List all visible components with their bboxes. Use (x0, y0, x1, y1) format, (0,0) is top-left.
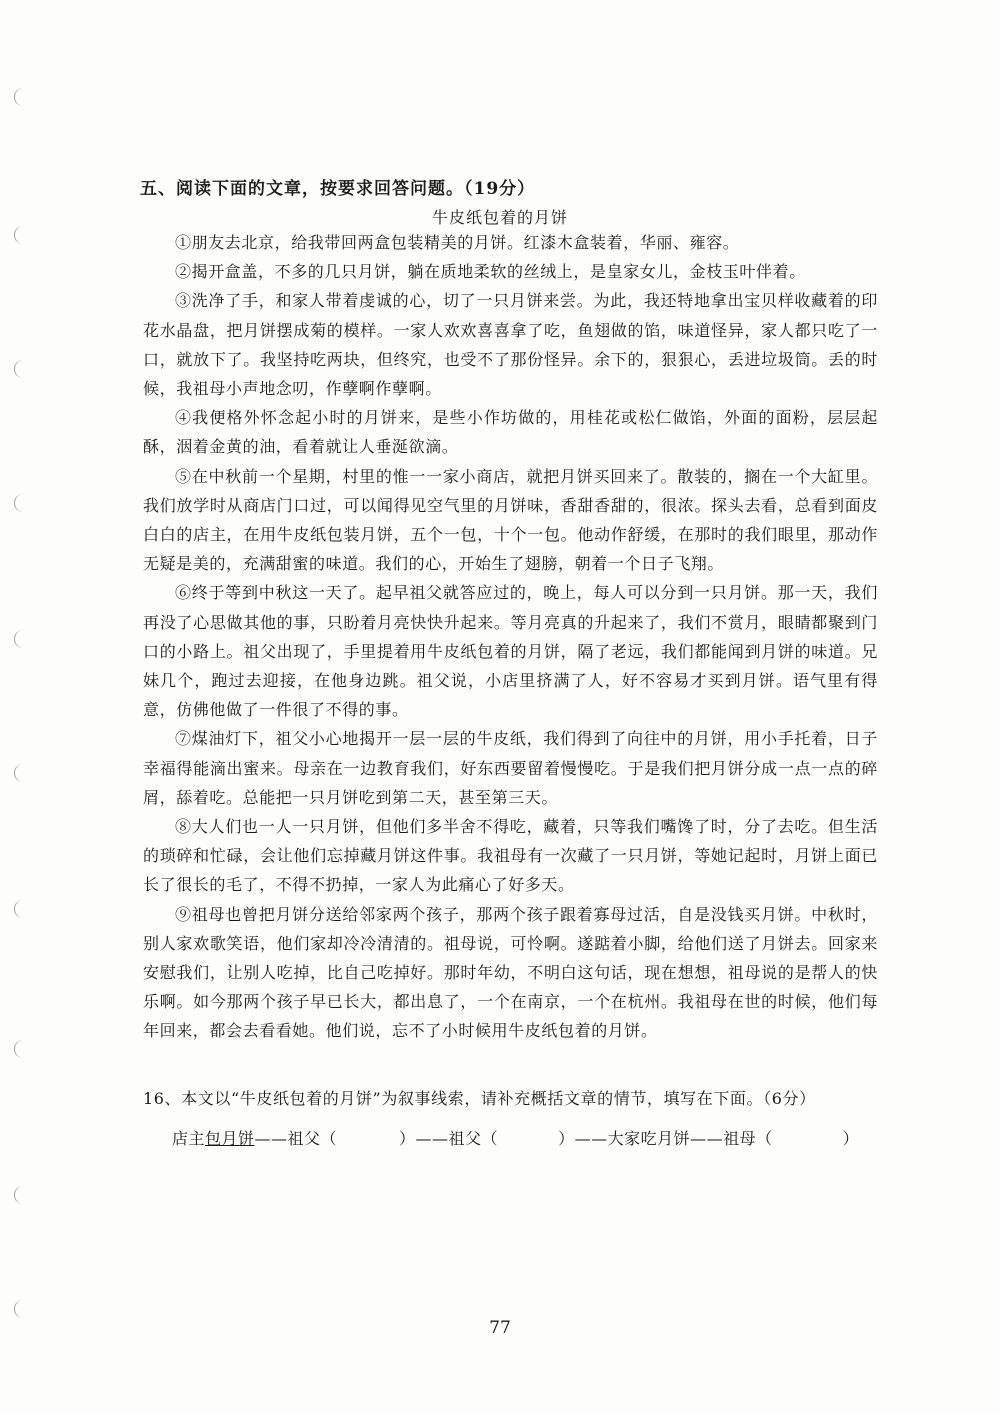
binding-mark (14, 226, 25, 244)
question-16-answer-line (172, 1126, 892, 1152)
binding-mark (14, 630, 25, 648)
binding-mark (14, 1186, 25, 1204)
article-paragraph: ⑤在中秋前一个星期，村里的惟一一家小商店，就把月饼买回来了。散装的，搁在一个大缸里。我们放学时从商店门口过，可以闻得见空气里的月饼味，香甜香甜的，很浓。探头去看，总看到面皮白白的店主，在用牛皮纸包装月饼，五个一包，十个一包。他动作舒缓，在那时的我们眼里，那动作无疑是美的，充满甜蜜的味道。我们的心，开始生了翅膀，朝着一个日子飞翔。 (143, 466, 878, 574)
article-body (143, 228, 878, 1046)
answer-text: ）——大家吃月饼——祖母（ (558, 1129, 773, 1148)
answer-text: ）——祖父（ (399, 1129, 499, 1148)
article-paragraph: ⑧大人们也一人一只月饼，但他们多半舍不得吃，藏着，只等我们嘴馋了时，分了去吃。但生活的琐碎和忙碌，会让他们忘掉藏月饼这件事。我祖母有一次藏了一只月饼，等她记起时，月饼上面已长了很长的毛了，不得不扔掉，一家人为此痛心了好多天。 (143, 817, 878, 895)
answer-text: ——祖父（ (254, 1129, 338, 1148)
answer-underlined-text: 包月饼 (205, 1129, 255, 1148)
article-paragraph: ②揭开盒盖，不多的几只月饼，躺在质地柔软的丝绒上，是皇家女儿，金枝玉叶伴着。 (175, 262, 806, 282)
binding-mark (14, 900, 25, 918)
section-heading: 五、阅读下面的文章，按要求回答问题。（19分） (140, 179, 536, 199)
binding-mark (14, 764, 25, 782)
binding-mark (14, 1300, 25, 1318)
binding-mark (14, 1040, 25, 1058)
article-paragraph: ④我便格外怀念起小时的月饼来，是些小作坊做的，用桂花或松仁做馅，外面的面粉，层层起酥，洇着金黄的油，看着就让人垂涎欲滴。 (143, 408, 878, 457)
article-paragraph: ⑥终于等到中秋这一天了。起早祖父就答应过的，晚上，每人可以分到一只月饼。那一天，我们再没了心思做其他的事，只盼着月亮快快升起来。等月亮真的升起来了，我们不赏月，眼睛都聚到门口的小路上。祖父出现了，手里提着用牛皮纸包着的月饼，隔了老远，我们都能闻到月饼的味道。兄妹几个，跑过去迎接，在他身边跳。祖父说，小店里挤满了人，好不容易才买到月饼。语气里有得意，仿佛他做了一件很了不得的事。 (143, 583, 878, 720)
article-paragraph: ③洗净了手，和家人带着虔诚的心，切了一只月饼来尝。为此，我还特地拿出宝贝样收藏着的印花水晶盘，把月饼摆成菊的模样。一家人欢欢喜喜拿了吃，鱼翅做的馅，味道怪异，家人都只吃了一口，就放下了。我坚持吃两块，但终究，也受不了那份怪异。余下的，狠狠心，丢进垃圾筒。丢的时候，我祖母小声地念叨，作孽啊作孽啊。 (143, 291, 878, 399)
article-title: 牛皮纸包着的月饼 (431, 208, 568, 227)
binding-mark (14, 88, 25, 106)
binding-mark (14, 494, 25, 512)
article-paragraph: ①朋友去北京，给我带回两盒包装精美的月饼。红漆木盒装着，华丽、雍容。 (175, 233, 740, 252)
answer-text: 店主 (172, 1129, 206, 1148)
answer-text: ） (842, 1129, 860, 1148)
article-paragraph: ⑦煤油灯下，祖父小心地揭开一层一层的牛皮纸，我们得到了向往中的月饼，用小手托着，日子幸福得能滴出蜜来。母亲在一边教育我们，好东西要留着慢慢吃。于是我们把月饼分成一点一点的碎屑，舔着吃。总能把一只月饼吃到第二天，甚至第三天。 (143, 729, 878, 807)
article-paragraph: ⑨祖母也曾把月饼分送给邻家两个孩子，那两个孩子跟着寡母过活，自是没钱买月饼。中秋时，别人家欢歌笑语，他们家却冷冷清清的。祖母说，可怜啊。遂踮着小脚，给他们送了月饼去。回家来安慰我们，让别人吃掉，比自己吃掉好。那时年幼，不明白这句话，现在想想，祖母说的是帮人的快乐啊。如今那两个孩子早已长大，都出息了，一个在南京，一个在杭州。我祖母在世的时候，他们每年回来，都会去看看她。他们说，忘不了小时候用牛皮纸包着的月饼。 (143, 904, 878, 1041)
page-number: 77 (489, 1318, 511, 1338)
question-16-prompt: 16、本文以“牛皮纸包着的月饼”为叙事线索，请补充概括文章的情节，填写在下面。（6分） (143, 1089, 816, 1108)
binding-mark (14, 360, 25, 378)
